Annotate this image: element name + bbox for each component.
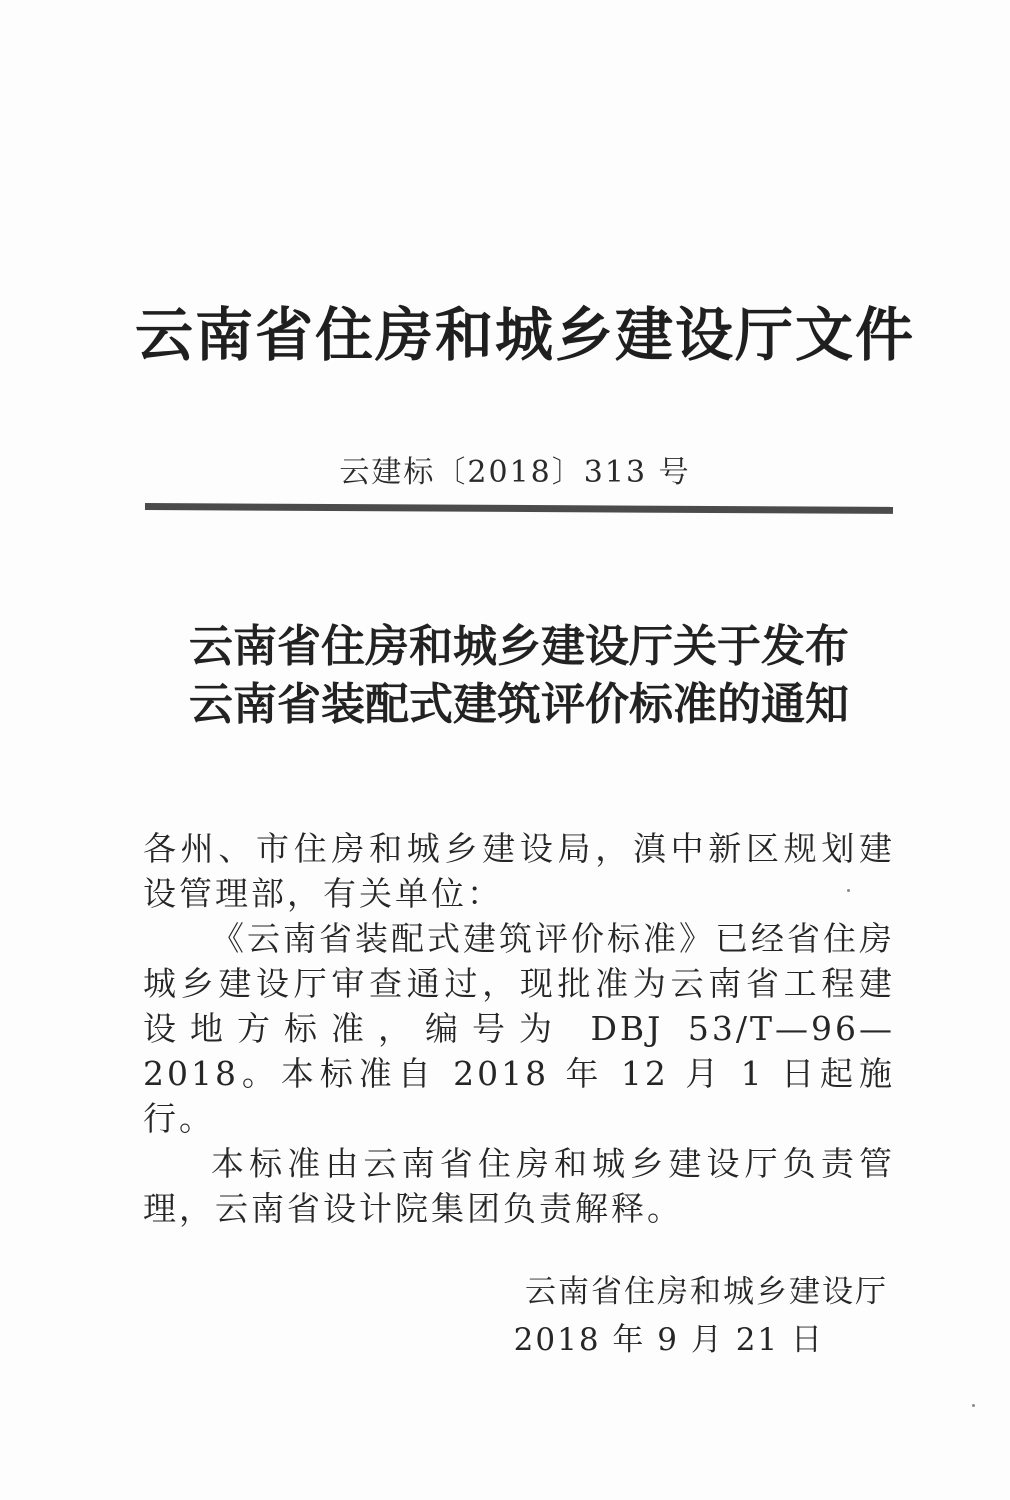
notice-title xyxy=(0,618,1010,734)
document-number: 云建标〔2018〕313 号 xyxy=(339,455,691,490)
notice-body xyxy=(143,826,895,1231)
scan-speck xyxy=(847,889,850,892)
document-header-title: 云南省住房和城乡建设厅文件 xyxy=(134,301,915,369)
signature-date: 2018 年 9 月 21 日 xyxy=(513,1322,824,1358)
body-paragraph-1: 《云南省装配式建筑评价标准》已经省住房城乡建设厅审查通过，现批准为云南省工程建设地方标准，编号为 DBJ 53/T—96—2018。本标准自 2018 年 12 月 1 日起施行。 xyxy=(143,919,895,1138)
signature-block xyxy=(514,1268,888,1364)
notice-title-line-1: 云南省住房和城乡建设厅关于发布 xyxy=(189,621,849,672)
salutation: 各州、市住房和城乡建设局，滇中新区规划建设管理部，有关单位： xyxy=(143,829,895,913)
scan-speck xyxy=(972,1404,975,1407)
body-paragraph-2: 本标准由云南省住房和城乡建设厅负责管理，云南省设计院集团负责解释。 xyxy=(143,1144,895,1228)
header-separator-rule xyxy=(145,503,893,514)
notice-title-line-2: 云南省装配式建筑评价标准的通知 xyxy=(189,679,849,730)
signature-issuer: 云南省住房和城乡建设厅 xyxy=(525,1274,888,1310)
